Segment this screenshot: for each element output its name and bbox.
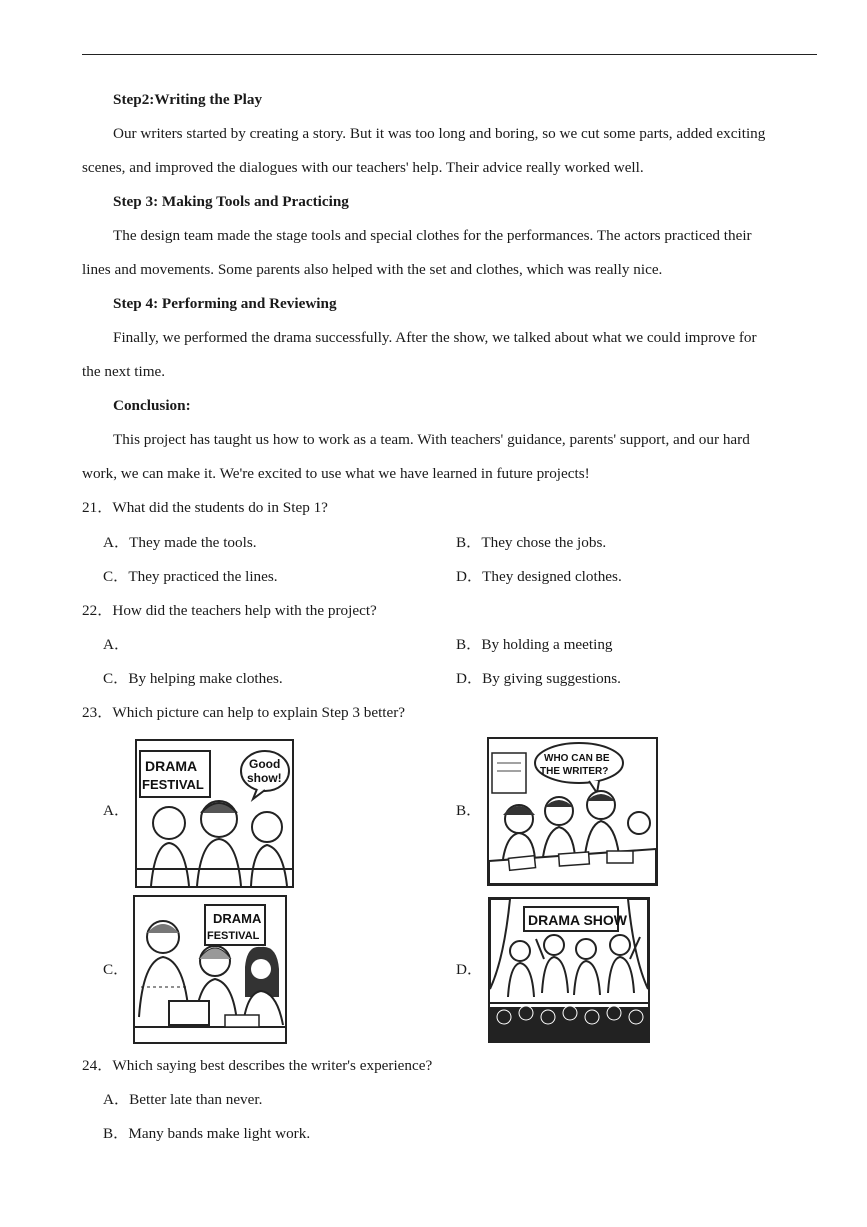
conclusion-line-1: This project has taught us how to work as a team. With teachers' guidance, parents' support, and our hard: [113, 431, 750, 448]
q24-option-a[interactable]: A．Better late than never.: [103, 1091, 263, 1108]
pic-c-sign-line-1: DRAMA: [213, 911, 262, 926]
step2-line-1: Our writers started by creating a story. But it was too long and boring, so we cut some parts, added exciting: [113, 125, 766, 142]
q23-picture-c[interactable]: [133, 895, 287, 1044]
step2-heading: Step2:Writing the Play: [113, 91, 263, 108]
step4-line-2: the next time.: [82, 363, 166, 380]
q23-option-d[interactable]: D．: [456, 961, 483, 978]
q23-option-b[interactable]: B．: [456, 802, 482, 819]
pic-c-sign-line-2: FESTIVAL: [207, 930, 260, 942]
q21-option-c[interactable]: C．They practiced the lines.: [103, 568, 278, 585]
q24-stem: 24．Which saying best describes the writer's experience?: [82, 1057, 433, 1074]
q22-option-c[interactable]: C．By helping make clothes.: [103, 670, 283, 687]
picture-b-illustration: [489, 739, 656, 884]
q22-option-a[interactable]: A．: [103, 636, 130, 653]
pic-a-sign-line-2: FESTIVAL: [142, 777, 204, 792]
picture-a-illustration: [137, 741, 292, 886]
step2-line-2: scenes, and improved the dialogues with our teachers' help. Their advice really worked well.: [82, 159, 644, 176]
q23-option-c[interactable]: C．: [103, 961, 129, 978]
q22-option-d[interactable]: D．By giving suggestions.: [456, 670, 621, 687]
q23-picture-b[interactable]: [487, 737, 658, 886]
q22-stem: 22．How did the teachers help with the project?: [82, 602, 377, 619]
header-rule: [82, 54, 817, 55]
q21-option-b[interactable]: B．They chose the jobs.: [456, 534, 607, 551]
pic-d-banner: DRAMA SHOW: [528, 912, 628, 928]
q21-option-d[interactable]: D．They designed clothes.: [456, 568, 622, 585]
step4-line-1: Finally, we performed the drama successfully. After the show, we talked about what we could improve for: [113, 329, 757, 346]
picture-d-illustration: [490, 899, 648, 1041]
q23-option-a[interactable]: A．: [103, 802, 130, 819]
q23-picture-d[interactable]: [488, 897, 650, 1043]
q23-stem: 23．Which picture can help to explain Step 3 better?: [82, 704, 406, 721]
pic-b-bubble-line-2: THE WRITER?: [540, 766, 609, 777]
q24-option-b[interactable]: B．Many bands make light work.: [103, 1125, 311, 1142]
q23-picture-a[interactable]: [135, 739, 294, 888]
pic-a-bubble-line-1: Good: [249, 757, 281, 771]
pic-b-bubble-line-1: WHO CAN BE: [544, 753, 610, 764]
step3-line-1: The design team made the stage tools and special clothes for the performances. The actors practiced their: [113, 227, 752, 244]
q21-stem: 21．What did the students do in Step 1?: [82, 499, 328, 516]
q22-option-b[interactable]: B．By holding a meeting: [456, 636, 613, 653]
step3-heading: Step 3: Making Tools and Practicing: [113, 193, 349, 210]
pic-a-sign-line-1: DRAMA: [145, 758, 198, 774]
step4-heading: Step 4: Performing and Reviewing: [113, 295, 337, 312]
q21-option-a[interactable]: A．They made the tools.: [103, 534, 257, 551]
conclusion-heading: Conclusion:: [113, 397, 191, 414]
pic-a-bubble-line-2: show!: [247, 771, 282, 785]
picture-c-illustration: [135, 897, 285, 1042]
conclusion-line-2: work, we can make it. We're excited to use what we have learned in future projects!: [82, 465, 590, 482]
step3-line-2: lines and movements. Some parents also helped with the set and clothes, which was really nice.: [82, 261, 663, 278]
